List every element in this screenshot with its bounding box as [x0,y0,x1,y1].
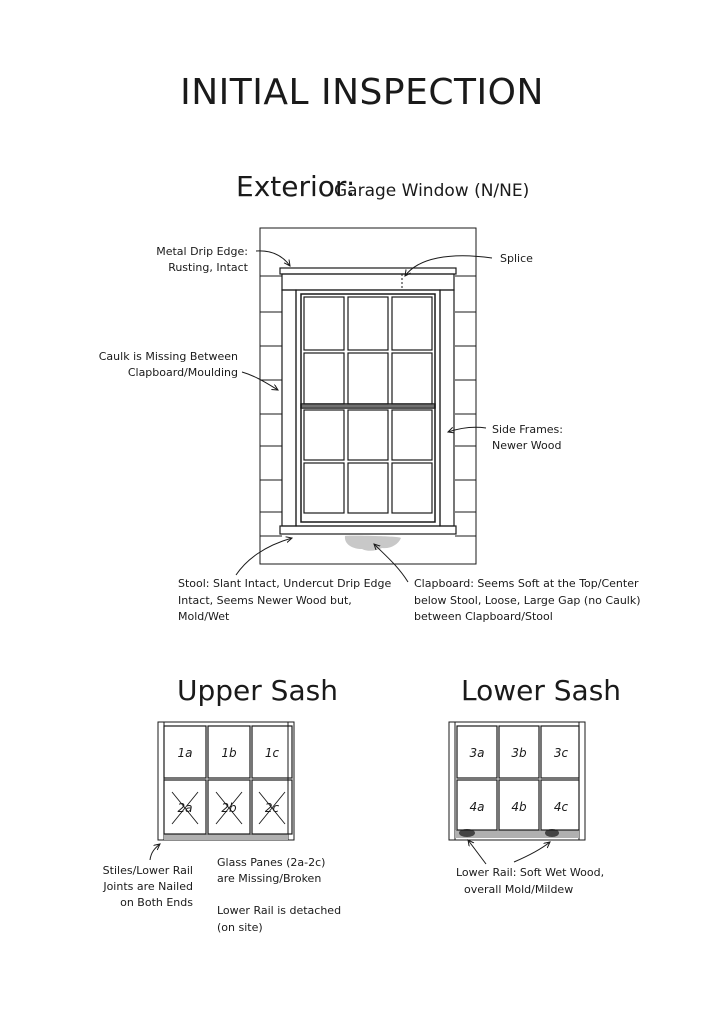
annotation-clapboard [374,544,641,623]
page-title: INITIAL INSPECTION [180,72,544,113]
annotation-caulk [99,350,278,390]
upper-sash-notes-left [102,844,193,909]
stool [280,526,456,534]
svg-text:Stiles/Lower Rail: Stiles/Lower Rail [102,864,193,877]
pane-3a: 3a [469,746,485,760]
svg-text:(on site): (on site) [217,921,263,934]
svg-text:Caulk is Missing Between: Caulk is Missing Between [98,350,238,363]
pane-3b: 3b [511,746,527,760]
drip-edge [280,268,456,274]
pane-1b: 1b [221,746,237,760]
pane-3c: 3c [553,746,569,760]
clapboards-right [455,276,476,536]
lower-sash-notes [456,840,604,896]
pane-2b: 2b [221,801,237,815]
svg-text:Glass Panes (2a-2c): Glass Panes (2a-2c) [217,856,326,869]
pane-2a: 2a [177,801,193,815]
pane-4c: 4c [553,800,569,814]
svg-text:Side Frames:: Side Frames: [492,423,563,436]
annotation-side-frames [448,423,563,452]
pane-2c: 2c [264,801,280,815]
pane-1a: 1a [177,746,193,760]
upper-sash-detail [158,722,294,840]
svg-text:Newer Wood: Newer Wood [492,439,562,452]
annotation-drip-edge [156,245,290,274]
svg-text:overall Mold/Mildew: overall Mold/Mildew [464,883,574,896]
svg-text:Lower Rail: Soft Wet Wood,: Lower Rail: Soft Wet Wood, [456,866,605,879]
lower-sash-detail [449,722,585,840]
upper-lower-rail [164,834,288,840]
svg-text:Stool: Slant Intact, Undercut: Stool: Slant Intact, Undercut Drip Edge [178,577,392,590]
svg-text:Mold/Wet: Mold/Wet [178,610,230,623]
exterior-subheading: Garage Window (N/NE) [334,181,530,201]
side-casing-left [282,290,296,526]
side-casing-right [440,290,454,526]
pane-4a: 4a [469,800,485,814]
window-elevation [260,228,476,564]
lower-sash-heading: Lower Sash [461,674,622,707]
svg-text:Joints are Nailed: Joints are Nailed [103,880,193,893]
svg-text:are Missing/Broken: are Missing/Broken [217,872,322,885]
clapboards-left [260,276,282,536]
upper-sash-muntins [304,297,432,404]
pane-1c: 1c [264,746,280,760]
svg-text:Clapboard: Seems Soft at the T: Clapboard: Seems Soft at the Top/Center [414,577,639,590]
svg-text:Clapboard/Moulding: Clapboard/Moulding [127,366,238,379]
annotation-splice [405,252,533,276]
svg-text:Intact, Seems Newer Wood but,: Intact, Seems Newer Wood but, [178,594,352,607]
svg-text:Rusting, Intact: Rusting, Intact [168,261,248,274]
svg-text:Lower Rail is detached: Lower Rail is detached [217,904,342,917]
svg-text:below Stool, Loose, Large Gap: below Stool, Loose, Large Gap (no Caulk) [414,594,641,607]
svg-text:on Both Ends: on Both Ends [120,896,193,909]
upper-sash-heading: Upper Sash [177,674,338,707]
svg-text:Splice: Splice [500,252,533,265]
upper-sash-frame [301,294,435,408]
pane-4b: 4b [511,800,527,814]
lower-sash-muntins [304,410,432,513]
upper-sash-notes-rail [217,904,341,934]
svg-text:between Clapboard/Stool: between Clapboard/Stool [414,610,553,623]
exterior-heading: Exterior: [236,170,356,203]
svg-text:Metal Drip Edge:: Metal Drip Edge: [156,245,248,258]
upper-sash-notes-glass [217,856,325,885]
annotation-stool [178,538,392,623]
head-casing [282,274,454,290]
clapboard-damage [345,536,401,551]
